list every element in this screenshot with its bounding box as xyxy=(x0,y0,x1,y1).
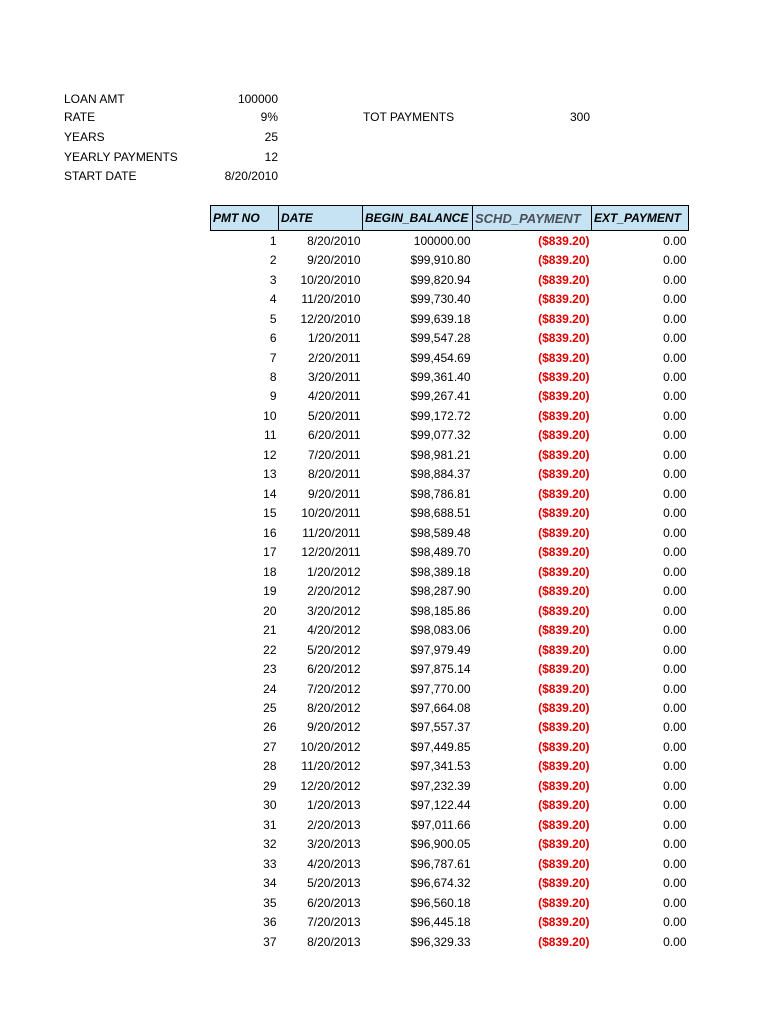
ext-payment-cell[interactable]: 0.00 xyxy=(663,233,687,248)
yearly-payments-label: YEARLY PAYMENTS xyxy=(64,150,178,164)
pmt-no-cell[interactable]: 20 xyxy=(263,603,277,618)
years-label: YEARS xyxy=(64,130,105,144)
begin-balance-cell[interactable]: $97,232.39 xyxy=(410,778,471,793)
rate-value[interactable]: 9% xyxy=(260,110,278,124)
loan-amt-value[interactable]: 100000 xyxy=(237,92,278,106)
start-date-label: START DATE xyxy=(64,169,137,183)
pmt-no-cell[interactable]: 29 xyxy=(263,778,277,793)
rate-label: RATE xyxy=(64,110,96,124)
header-begin-balance[interactable]: BEGIN_BALANCE xyxy=(363,206,473,231)
schd-payment-cell[interactable]: ($839.20) xyxy=(538,817,590,832)
table-row xyxy=(211,659,689,678)
ext-payment-cell[interactable]: 0.00 xyxy=(663,798,687,813)
date-cell[interactable]: 7/20/2012 xyxy=(307,681,361,696)
ext-payment-cell[interactable]: 0.00 xyxy=(663,642,687,657)
ext-payment-cell[interactable]: 0.00 xyxy=(663,759,687,774)
begin-balance-cell[interactable]: $97,449.85 xyxy=(410,739,471,754)
table-row xyxy=(211,387,689,406)
schd-payment-cell[interactable]: ($839.20) xyxy=(538,370,590,385)
table-row xyxy=(211,854,689,873)
begin-balance-cell[interactable]: $96,445.18 xyxy=(410,915,471,930)
header-date[interactable]: DATE xyxy=(279,206,363,231)
pmt-no-cell[interactable]: 36 xyxy=(263,915,277,930)
table-row xyxy=(211,601,689,620)
header-ext-payment[interactable]: EXT_PAYMENT xyxy=(592,206,689,231)
begin-balance-cell[interactable]: $97,557.37 xyxy=(410,720,471,735)
ext-payment-cell[interactable]: 0.00 xyxy=(663,408,687,423)
begin-balance-cell[interactable]: $96,787.61 xyxy=(410,856,471,871)
schd-payment-cell[interactable]: ($839.20) xyxy=(538,778,590,793)
date-cell[interactable]: 3/20/2012 xyxy=(307,603,361,618)
ext-payment-cell[interactable]: 0.00 xyxy=(663,253,687,268)
schd-payment-cell[interactable]: ($839.20) xyxy=(538,739,590,754)
schd-payment-cell[interactable]: ($839.20) xyxy=(538,486,590,501)
table-row xyxy=(211,679,689,698)
schd-payment-cell[interactable]: ($839.20) xyxy=(538,272,590,287)
ext-payment-cell[interactable]: 0.00 xyxy=(663,915,687,930)
date-cell[interactable]: 2/20/2013 xyxy=(307,817,361,832)
ext-payment-cell[interactable]: 0.00 xyxy=(663,486,687,501)
ext-payment-cell[interactable]: 0.00 xyxy=(663,739,687,754)
begin-balance-cell[interactable]: $97,770.00 xyxy=(410,681,471,696)
table-row xyxy=(211,893,689,912)
date-cell[interactable]: 7/20/2011 xyxy=(308,447,361,462)
table-row xyxy=(211,309,689,328)
date-cell[interactable]: 11/20/2012 xyxy=(301,759,361,774)
date-cell[interactable]: 7/20/2013 xyxy=(307,915,361,930)
pmt-no-cell[interactable]: 30 xyxy=(263,798,277,813)
begin-balance-cell[interactable]: $99,730.40 xyxy=(410,292,471,307)
pmt-no-cell[interactable]: 4 xyxy=(269,292,277,307)
date-cell[interactable]: 11/20/2011 xyxy=(302,525,361,540)
begin-balance-cell[interactable]: $97,875.14 xyxy=(410,662,471,677)
schd-payment-cell[interactable]: ($839.20) xyxy=(538,292,590,307)
date-cell[interactable]: 12/20/2010 xyxy=(300,311,361,326)
schd-payment-cell[interactable]: ($839.20) xyxy=(538,603,590,618)
ext-payment-cell[interactable]: 0.00 xyxy=(663,584,687,599)
ext-payment-cell[interactable]: 0.00 xyxy=(663,817,687,832)
begin-balance-cell[interactable]: $98,786.81 xyxy=(410,486,471,501)
table-row xyxy=(211,640,689,659)
schd-payment-cell[interactable]: ($839.20) xyxy=(538,447,590,462)
table-row xyxy=(211,912,689,931)
schd-payment-cell[interactable]: ($839.20) xyxy=(538,681,590,696)
ext-payment-cell[interactable]: 0.00 xyxy=(663,681,687,696)
years-value[interactable]: 25 xyxy=(264,130,278,144)
schd-payment-cell[interactable]: ($839.20) xyxy=(538,856,590,871)
amortization-table xyxy=(210,205,689,951)
date-cell[interactable]: 4/20/2012 xyxy=(307,623,361,638)
schd-payment-cell[interactable]: ($839.20) xyxy=(538,233,590,248)
ext-payment-cell[interactable]: 0.00 xyxy=(663,389,687,404)
pmt-no-cell[interactable]: 33 xyxy=(263,856,277,871)
table-header-row xyxy=(211,206,689,231)
ext-payment-cell[interactable]: 0.00 xyxy=(663,720,687,735)
table-row xyxy=(211,465,689,484)
pmt-no-cell[interactable]: 16 xyxy=(263,525,277,540)
table-row xyxy=(211,523,689,542)
date-cell[interactable]: 9/20/2012 xyxy=(307,720,361,735)
table-row xyxy=(211,270,689,289)
schd-payment-cell[interactable]: ($839.20) xyxy=(538,623,590,638)
table-row xyxy=(211,445,689,464)
begin-balance-cell[interactable]: $97,341.53 xyxy=(410,759,471,774)
ext-payment-cell[interactable]: 0.00 xyxy=(663,895,687,910)
pmt-no-cell[interactable]: 13 xyxy=(263,467,277,482)
schd-payment-cell[interactable]: ($839.20) xyxy=(538,934,590,949)
date-cell[interactable]: 6/20/2012 xyxy=(307,662,361,677)
ext-payment-cell[interactable]: 0.00 xyxy=(663,311,687,326)
pmt-no-cell[interactable]: 26 xyxy=(263,720,277,735)
schd-payment-cell[interactable]: ($839.20) xyxy=(538,895,590,910)
pmt-no-cell[interactable]: 31 xyxy=(263,817,277,832)
pmt-no-cell[interactable]: 12 xyxy=(263,447,277,462)
table-row xyxy=(211,328,689,347)
pmt-no-cell[interactable]: 27 xyxy=(263,739,277,754)
schd-payment-cell[interactable]: ($839.20) xyxy=(538,331,590,346)
begin-balance-cell[interactable]: $98,589.48 xyxy=(410,525,471,540)
date-cell[interactable]: 3/20/2013 xyxy=(307,837,361,852)
ext-payment-cell[interactable]: 0.00 xyxy=(663,350,687,365)
table-row xyxy=(211,504,689,523)
schd-payment-cell[interactable]: ($839.20) xyxy=(538,408,590,423)
begin-balance-cell[interactable]: $99,910.80 xyxy=(410,253,471,268)
schd-payment-cell[interactable]: ($839.20) xyxy=(538,389,590,404)
begin-balance-cell[interactable]: $99,454.69 xyxy=(410,350,471,365)
table-row xyxy=(211,367,689,386)
begin-balance-cell[interactable]: $98,884.37 xyxy=(410,467,471,482)
date-cell[interactable]: 9/20/2010 xyxy=(307,253,361,268)
schd-payment-cell[interactable]: ($839.20) xyxy=(538,642,590,657)
pmt-no-cell[interactable]: 28 xyxy=(263,759,277,774)
pmt-no-cell[interactable]: 35 xyxy=(263,895,277,910)
loan-amt-label: LOAN AMT xyxy=(64,92,125,106)
pmt-no-cell[interactable]: 3 xyxy=(269,272,277,287)
date-cell[interactable]: 5/20/2012 xyxy=(307,642,361,657)
begin-balance-cell[interactable]: $97,122.44 xyxy=(410,798,471,813)
pmt-no-cell[interactable]: 32 xyxy=(263,837,277,852)
header-schd-payment[interactable]: SCHD_PAYMENT xyxy=(473,206,592,231)
ext-payment-cell[interactable]: 0.00 xyxy=(663,623,687,638)
date-cell[interactable]: 8/20/2010 xyxy=(307,233,361,248)
ext-payment-cell[interactable]: 0.00 xyxy=(663,545,687,560)
schd-payment-cell[interactable]: ($839.20) xyxy=(538,525,590,540)
begin-balance-cell[interactable]: $96,900.05 xyxy=(410,837,471,852)
table-row xyxy=(211,835,689,854)
ext-payment-cell[interactable]: 0.00 xyxy=(663,934,687,949)
begin-balance-cell[interactable]: $99,639.18 xyxy=(410,311,471,326)
ext-payment-cell[interactable]: 0.00 xyxy=(663,428,687,443)
table-row xyxy=(211,348,689,367)
begin-balance-cell[interactable]: $99,172.72 xyxy=(410,408,471,423)
date-cell[interactable]: 6/20/2011 xyxy=(308,428,361,443)
table-row xyxy=(211,698,689,717)
date-cell[interactable]: 10/20/2010 xyxy=(300,272,361,287)
schd-payment-cell[interactable]: ($839.20) xyxy=(538,837,590,852)
pmt-no-cell[interactable]: 7 xyxy=(269,350,277,365)
schd-payment-cell[interactable]: ($839.20) xyxy=(538,467,590,482)
pmt-no-cell[interactable]: 2 xyxy=(269,253,277,268)
pmt-no-cell[interactable]: 25 xyxy=(263,700,277,715)
date-cell[interactable]: 4/20/2011 xyxy=(308,389,361,404)
schd-payment-cell[interactable]: ($839.20) xyxy=(538,428,590,443)
table-row xyxy=(211,426,689,445)
date-cell[interactable]: 10/20/2012 xyxy=(300,739,361,754)
schd-payment-cell[interactable]: ($839.20) xyxy=(538,564,590,579)
date-cell[interactable]: 8/20/2011 xyxy=(308,467,361,482)
ext-payment-cell[interactable]: 0.00 xyxy=(663,506,687,521)
ext-payment-cell[interactable]: 0.00 xyxy=(663,467,687,482)
date-cell[interactable]: 2/20/2011 xyxy=(308,350,361,365)
begin-balance-cell[interactable]: $99,547.28 xyxy=(410,331,471,346)
schd-payment-cell[interactable]: ($839.20) xyxy=(538,584,590,599)
ext-payment-cell[interactable]: 0.00 xyxy=(663,447,687,462)
table-body xyxy=(211,231,689,952)
table-row xyxy=(211,737,689,756)
date-cell[interactable]: 8/20/2013 xyxy=(307,934,361,949)
ext-payment-cell[interactable]: 0.00 xyxy=(663,331,687,346)
pmt-no-cell[interactable]: 22 xyxy=(263,642,277,657)
begin-balance-cell[interactable]: $97,011.66 xyxy=(411,817,471,832)
schd-payment-cell[interactable]: ($839.20) xyxy=(538,759,590,774)
schd-payment-cell[interactable]: ($839.20) xyxy=(538,545,590,560)
ext-payment-cell[interactable]: 0.00 xyxy=(663,564,687,579)
begin-balance-cell[interactable]: $96,560.18 xyxy=(410,895,471,910)
begin-balance-cell[interactable]: $98,185.86 xyxy=(410,603,471,618)
ext-payment-cell[interactable]: 0.00 xyxy=(663,603,687,618)
table-row xyxy=(211,776,689,795)
pmt-no-cell[interactable]: 19 xyxy=(263,584,277,599)
date-cell[interactable]: 11/20/2010 xyxy=(301,292,361,307)
table-row xyxy=(211,620,689,639)
ext-payment-cell[interactable]: 0.00 xyxy=(663,370,687,385)
begin-balance-cell[interactable]: $98,489.70 xyxy=(410,545,471,560)
begin-balance-cell[interactable]: $99,077.32 xyxy=(410,428,471,443)
table-row xyxy=(211,757,689,776)
pmt-no-cell[interactable]: 1 xyxy=(269,233,277,248)
start-date-value[interactable]: 8/20/2010 xyxy=(224,169,278,183)
begin-balance-cell[interactable]: $98,981.21 xyxy=(410,447,471,462)
begin-balance-cell[interactable]: $97,979.49 xyxy=(410,642,471,657)
begin-balance-cell[interactable]: $98,688.51 xyxy=(410,506,471,521)
table-row xyxy=(211,543,689,562)
table-row xyxy=(211,250,689,269)
begin-balance-cell[interactable]: $97,664.08 xyxy=(410,700,471,715)
ext-payment-cell[interactable]: 0.00 xyxy=(663,272,687,287)
begin-balance-cell[interactable]: 100000.00 xyxy=(413,233,471,248)
date-cell[interactable]: 6/20/2013 xyxy=(307,895,361,910)
date-cell[interactable]: 2/20/2012 xyxy=(307,584,361,599)
table-row xyxy=(211,581,689,600)
date-cell[interactable]: 5/20/2013 xyxy=(307,876,361,891)
pmt-no-cell[interactable]: 37 xyxy=(263,934,277,949)
pmt-no-cell[interactable]: 24 xyxy=(263,681,277,696)
schd-payment-cell[interactable]: ($839.20) xyxy=(538,253,590,268)
schd-payment-cell[interactable]: ($839.20) xyxy=(538,506,590,521)
ext-payment-cell[interactable]: 0.00 xyxy=(663,876,687,891)
schd-payment-cell[interactable]: ($839.20) xyxy=(538,662,590,677)
ext-payment-cell[interactable]: 0.00 xyxy=(663,837,687,852)
pmt-no-cell[interactable]: 8 xyxy=(269,370,277,385)
yearly-payments-value[interactable]: 12 xyxy=(264,150,278,164)
table-row xyxy=(211,796,689,815)
begin-balance-cell[interactable]: $98,287.90 xyxy=(410,584,471,599)
ext-payment-cell[interactable]: 0.00 xyxy=(663,778,687,793)
pmt-no-cell[interactable]: 15 xyxy=(263,506,277,521)
table-row xyxy=(211,815,689,834)
date-cell[interactable]: 8/20/2012 xyxy=(307,700,361,715)
date-cell[interactable]: 1/20/2011 xyxy=(308,331,361,346)
table-row xyxy=(211,484,689,503)
tot-payments-label: TOT PAYMENTS xyxy=(363,110,455,124)
tot-payments-value[interactable]: 300 xyxy=(569,110,590,124)
date-cell[interactable]: 3/20/2011 xyxy=(308,370,361,385)
schd-payment-cell[interactable]: ($839.20) xyxy=(538,915,590,930)
table-row xyxy=(211,289,689,308)
date-cell[interactable]: 12/20/2011 xyxy=(301,545,361,560)
date-cell[interactable]: 1/20/2012 xyxy=(307,564,361,579)
begin-balance-cell[interactable]: $99,267.41 xyxy=(410,389,471,404)
ext-payment-cell[interactable]: 0.00 xyxy=(663,525,687,540)
schd-payment-cell[interactable]: ($839.20) xyxy=(538,876,590,891)
pmt-no-cell[interactable]: 23 xyxy=(263,662,277,677)
table-row xyxy=(211,562,689,581)
date-cell[interactable]: 1/20/2013 xyxy=(307,798,361,813)
date-cell[interactable]: 12/20/2012 xyxy=(300,778,361,793)
pmt-no-cell[interactable]: 18 xyxy=(263,564,277,579)
date-cell[interactable]: 4/20/2013 xyxy=(307,856,361,871)
pmt-no-cell[interactable]: 17 xyxy=(263,545,277,560)
pmt-no-cell[interactable]: 21 xyxy=(263,623,277,638)
schd-payment-cell[interactable]: ($839.20) xyxy=(538,350,590,365)
begin-balance-cell[interactable]: $98,389.18 xyxy=(410,564,471,579)
date-cell[interactable]: 5/20/2011 xyxy=(308,408,361,423)
table-row xyxy=(211,231,689,251)
schd-payment-cell[interactable]: ($839.20) xyxy=(538,720,590,735)
table-row xyxy=(211,406,689,425)
pmt-no-cell[interactable]: 5 xyxy=(269,311,277,326)
pmt-no-cell[interactable]: 9 xyxy=(269,389,277,404)
begin-balance-cell[interactable]: $98,083.06 xyxy=(410,623,471,638)
table-row xyxy=(211,932,689,951)
pmt-no-cell[interactable]: 34 xyxy=(263,876,277,891)
table-row xyxy=(211,873,689,892)
begin-balance-cell[interactable]: $99,820.94 xyxy=(410,272,471,287)
begin-balance-cell[interactable]: $99,361.40 xyxy=(410,370,471,385)
ext-payment-cell[interactable]: 0.00 xyxy=(663,662,687,677)
header-pmt-no[interactable]: PMT NO xyxy=(211,206,279,231)
ext-payment-cell[interactable]: 0.00 xyxy=(663,292,687,307)
pmt-no-cell[interactable]: 6 xyxy=(269,331,277,346)
pmt-no-cell[interactable]: 14 xyxy=(263,486,277,501)
date-cell[interactable]: 9/20/2011 xyxy=(308,486,361,501)
ext-payment-cell[interactable]: 0.00 xyxy=(663,700,687,715)
date-cell[interactable]: 10/20/2011 xyxy=(301,506,361,521)
schd-payment-cell[interactable]: ($839.20) xyxy=(538,311,590,326)
ext-payment-cell[interactable]: 0.00 xyxy=(663,856,687,871)
schd-payment-cell[interactable]: ($839.20) xyxy=(538,798,590,813)
begin-balance-cell[interactable]: $96,329.33 xyxy=(410,934,471,949)
table-row xyxy=(211,718,689,737)
begin-balance-cell[interactable]: $96,674.32 xyxy=(410,876,471,891)
pmt-no-cell[interactable]: 11 xyxy=(264,428,277,443)
pmt-no-cell[interactable]: 10 xyxy=(263,408,277,423)
schd-payment-cell[interactable]: ($839.20) xyxy=(538,700,590,715)
